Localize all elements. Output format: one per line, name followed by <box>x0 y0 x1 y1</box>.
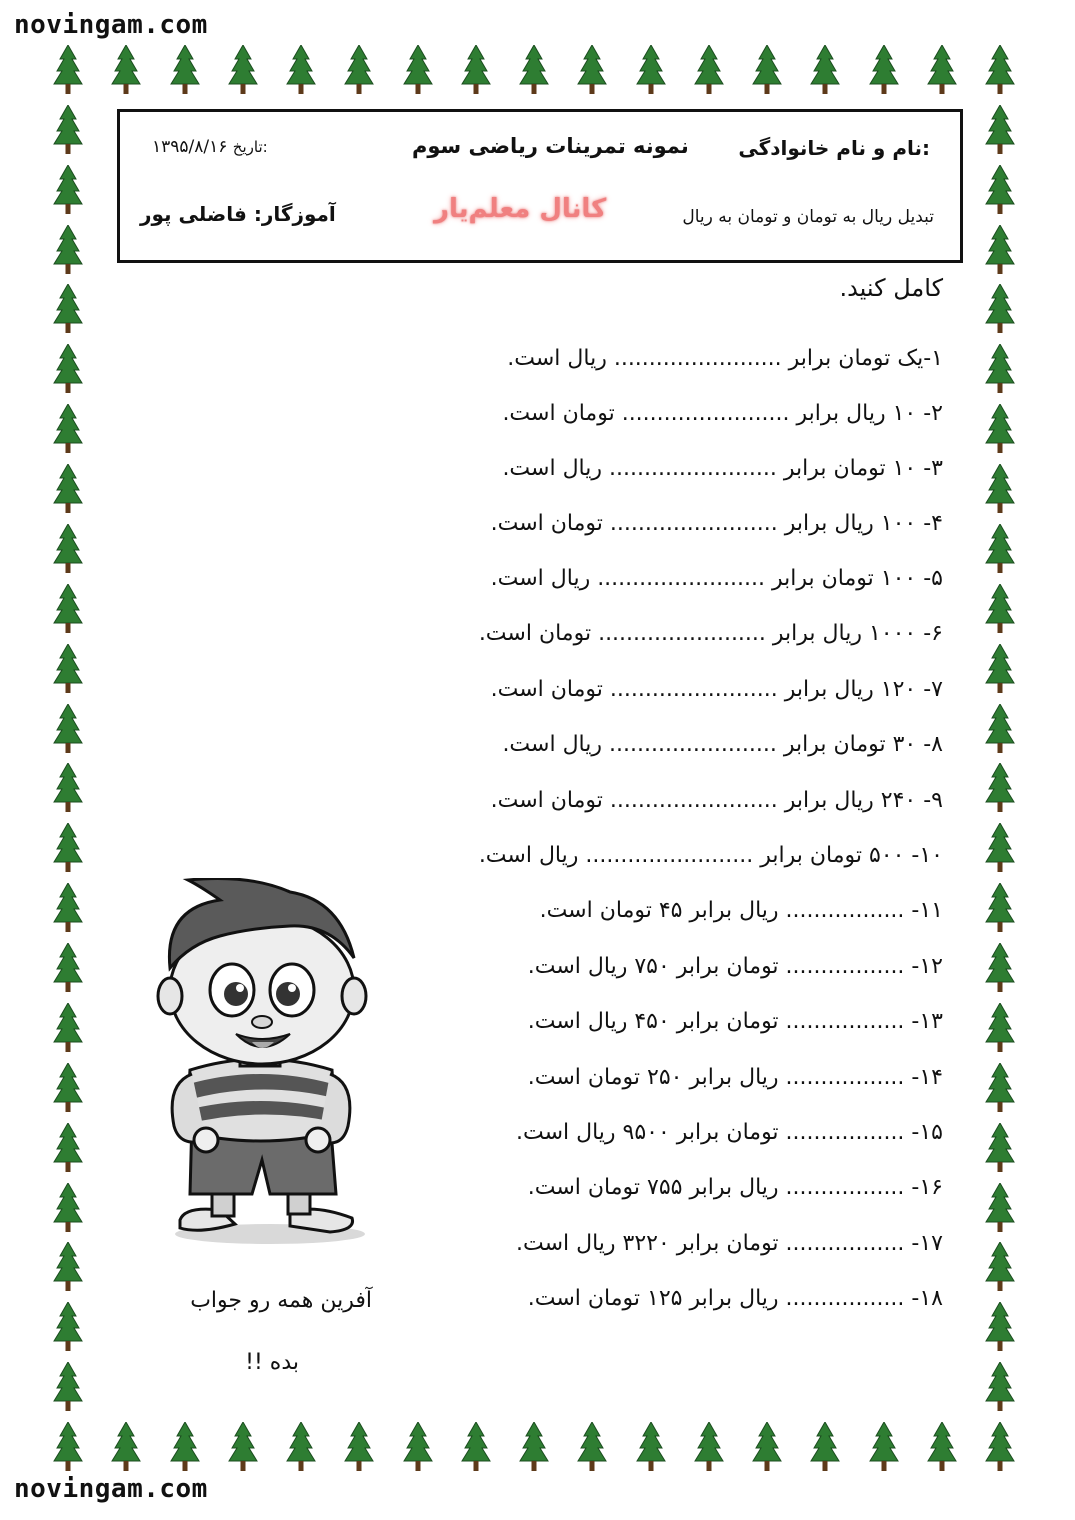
pine-tree-icon <box>53 644 83 694</box>
pine-tree-icon <box>985 165 1015 215</box>
date-value: ۱۳۹۵/۸/۱۶ <box>152 137 228 157</box>
pine-tree-icon <box>53 1003 83 1053</box>
pine-tree-icon <box>111 1422 141 1472</box>
pine-tree-icon <box>286 45 316 95</box>
pine-tree-icon <box>53 404 83 454</box>
pine-tree-icon <box>985 943 1015 993</box>
question-item: ۱۷- ................. تومان برابر ۳۲۲۰ ریال است. <box>515 1231 943 1256</box>
pine-tree-icon <box>53 1422 83 1472</box>
question-item: ۳- ۱۰ تومان برابر ........................ ریال است. <box>502 456 943 481</box>
pine-tree-icon <box>53 225 83 275</box>
pine-tree-icon <box>985 1362 1015 1412</box>
date-field <box>152 137 268 157</box>
pine-tree-icon <box>403 45 433 95</box>
pine-tree-icon <box>53 1183 83 1233</box>
question-item: ۱۱- ................. ریال برابر ۴۵ تومان است. <box>539 898 943 923</box>
pine-tree-icon <box>53 1362 83 1412</box>
header-box <box>117 109 963 263</box>
pine-tree-icon <box>53 284 83 334</box>
pine-tree-icon <box>694 45 724 95</box>
question-item: ۱۵- ................. تومان برابر ۹۵۰۰ ریال است. <box>515 1120 943 1145</box>
pine-tree-icon <box>286 1422 316 1472</box>
pine-tree-icon <box>53 524 83 574</box>
pine-tree-icon <box>985 763 1015 813</box>
pine-tree-icon <box>53 45 83 95</box>
pine-tree-icon <box>985 883 1015 933</box>
question-item: ۷- ۱۲۰ ریال برابر ........................ تومان است. <box>490 677 943 702</box>
pine-tree-icon <box>53 584 83 634</box>
pine-tree-icon <box>111 45 141 95</box>
question-item: ۱۸- ................. ریال برابر ۱۲۵ تومان است. <box>527 1286 943 1311</box>
question-item: ۲- ۱۰ ریال برابر ........................ تومان است. <box>502 401 943 426</box>
pine-tree-icon <box>985 1063 1015 1113</box>
pine-tree-icon <box>985 1183 1015 1233</box>
pine-tree-icon <box>403 1422 433 1472</box>
pine-tree-icon <box>53 105 83 155</box>
pine-tree-icon <box>636 45 666 95</box>
pine-tree-icon <box>810 1422 840 1472</box>
worksheet-title: نمونه تمرینات ریاضی سوم <box>412 134 689 158</box>
pine-tree-icon <box>985 644 1015 694</box>
pine-tree-icon <box>927 1422 957 1472</box>
pine-tree-icon <box>53 943 83 993</box>
pine-tree-icon <box>53 763 83 813</box>
instruction-text: کامل کنید. <box>839 274 943 302</box>
question-item: ۶- ۱۰۰۰ ریال برابر ........................ تومان است. <box>478 621 943 646</box>
pine-tree-icon <box>985 45 1015 95</box>
teacher-name: آموزگار: فاضلی پور <box>140 202 336 226</box>
pine-tree-icon <box>752 1422 782 1472</box>
pine-tree-icon <box>53 704 83 754</box>
pine-tree-icon <box>985 584 1015 634</box>
pine-tree-icon <box>519 45 549 95</box>
question-item: ۱۲- ................. تومان برابر ۷۵۰ ریال است. <box>527 954 943 979</box>
watermark-bottom: novingam.com <box>14 1474 208 1504</box>
pine-tree-icon <box>577 45 607 95</box>
bravo-text-line2: بده !! <box>245 1350 299 1375</box>
pine-tree-icon <box>53 165 83 215</box>
pine-tree-icon <box>869 45 899 95</box>
pine-tree-icon <box>53 1302 83 1352</box>
question-item: ۱۰- ۵۰۰ تومان برابر ........................ ریال است. <box>478 843 943 868</box>
pine-tree-icon <box>869 1422 899 1472</box>
pine-tree-icon <box>53 1123 83 1173</box>
bravo-text-line1: آفرین همه رو جواب <box>190 1288 372 1313</box>
pine-tree-icon <box>228 45 258 95</box>
pine-tree-icon <box>985 1242 1015 1292</box>
date-label: تاریخ: <box>232 138 268 156</box>
name-label: نام و نام خانوادگی: <box>738 136 930 160</box>
pine-tree-icon <box>461 1422 491 1472</box>
watermark-top: novingam.com <box>14 10 208 40</box>
question-item: ۱-یک تومان برابر ........................ ریال است. <box>507 346 943 371</box>
pine-tree-icon <box>344 1422 374 1472</box>
pine-tree-icon <box>927 45 957 95</box>
pine-tree-icon <box>985 704 1015 754</box>
pine-tree-icon <box>53 464 83 514</box>
question-item: ۱۳- ................. تومان برابر ۴۵۰ ریال است. <box>527 1009 943 1034</box>
question-item: ۱۴- ................. ریال برابر ۲۵۰ تومان است. <box>527 1065 943 1090</box>
pine-tree-icon <box>519 1422 549 1472</box>
pine-tree-icon <box>461 45 491 95</box>
pine-tree-icon <box>170 45 200 95</box>
question-item: ۸- ۳۰ تومان برابر ........................ ریال است. <box>502 732 943 757</box>
pine-tree-icon <box>170 1422 200 1472</box>
pine-tree-icon <box>344 45 374 95</box>
worksheet-subtitle: تبدیل ریال به تومان و تومان به ریال <box>682 207 934 227</box>
pine-tree-icon <box>53 344 83 394</box>
pine-tree-icon <box>53 823 83 873</box>
pine-tree-icon <box>985 284 1015 334</box>
pine-tree-icon <box>577 1422 607 1472</box>
pine-tree-icon <box>53 1242 83 1292</box>
pine-tree-icon <box>636 1422 666 1472</box>
pine-tree-icon <box>985 823 1015 873</box>
pine-tree-icon <box>985 1123 1015 1173</box>
pine-tree-icon <box>985 524 1015 574</box>
pine-tree-icon <box>985 404 1015 454</box>
pine-tree-icon <box>694 1422 724 1472</box>
question-item: ۴- ۱۰۰ ریال برابر ........................ تومان است. <box>490 511 943 536</box>
cartoon-boy-illustration <box>140 878 380 1250</box>
pine-tree-icon <box>985 225 1015 275</box>
question-item: ۹- ۲۴۰ ریال برابر ........................ تومان است. <box>490 788 943 813</box>
pine-tree-icon <box>985 1003 1015 1053</box>
pine-tree-icon <box>810 45 840 95</box>
pine-tree-icon <box>985 1422 1015 1472</box>
pine-tree-icon <box>985 464 1015 514</box>
pine-tree-icon <box>228 1422 258 1472</box>
pine-tree-icon <box>985 1302 1015 1352</box>
pine-tree-icon <box>985 344 1015 394</box>
pine-tree-icon <box>985 105 1015 155</box>
pine-tree-icon <box>53 1063 83 1113</box>
question-item: ۵- ۱۰۰ تومان برابر ........................ ریال است. <box>490 566 943 591</box>
question-item: ۱۶- ................. ریال برابر ۷۵۵ تومان است. <box>527 1175 943 1200</box>
pine-tree-icon <box>752 45 782 95</box>
pine-tree-icon <box>53 883 83 933</box>
channel-logo: کانال معلم‌یار <box>434 194 607 224</box>
